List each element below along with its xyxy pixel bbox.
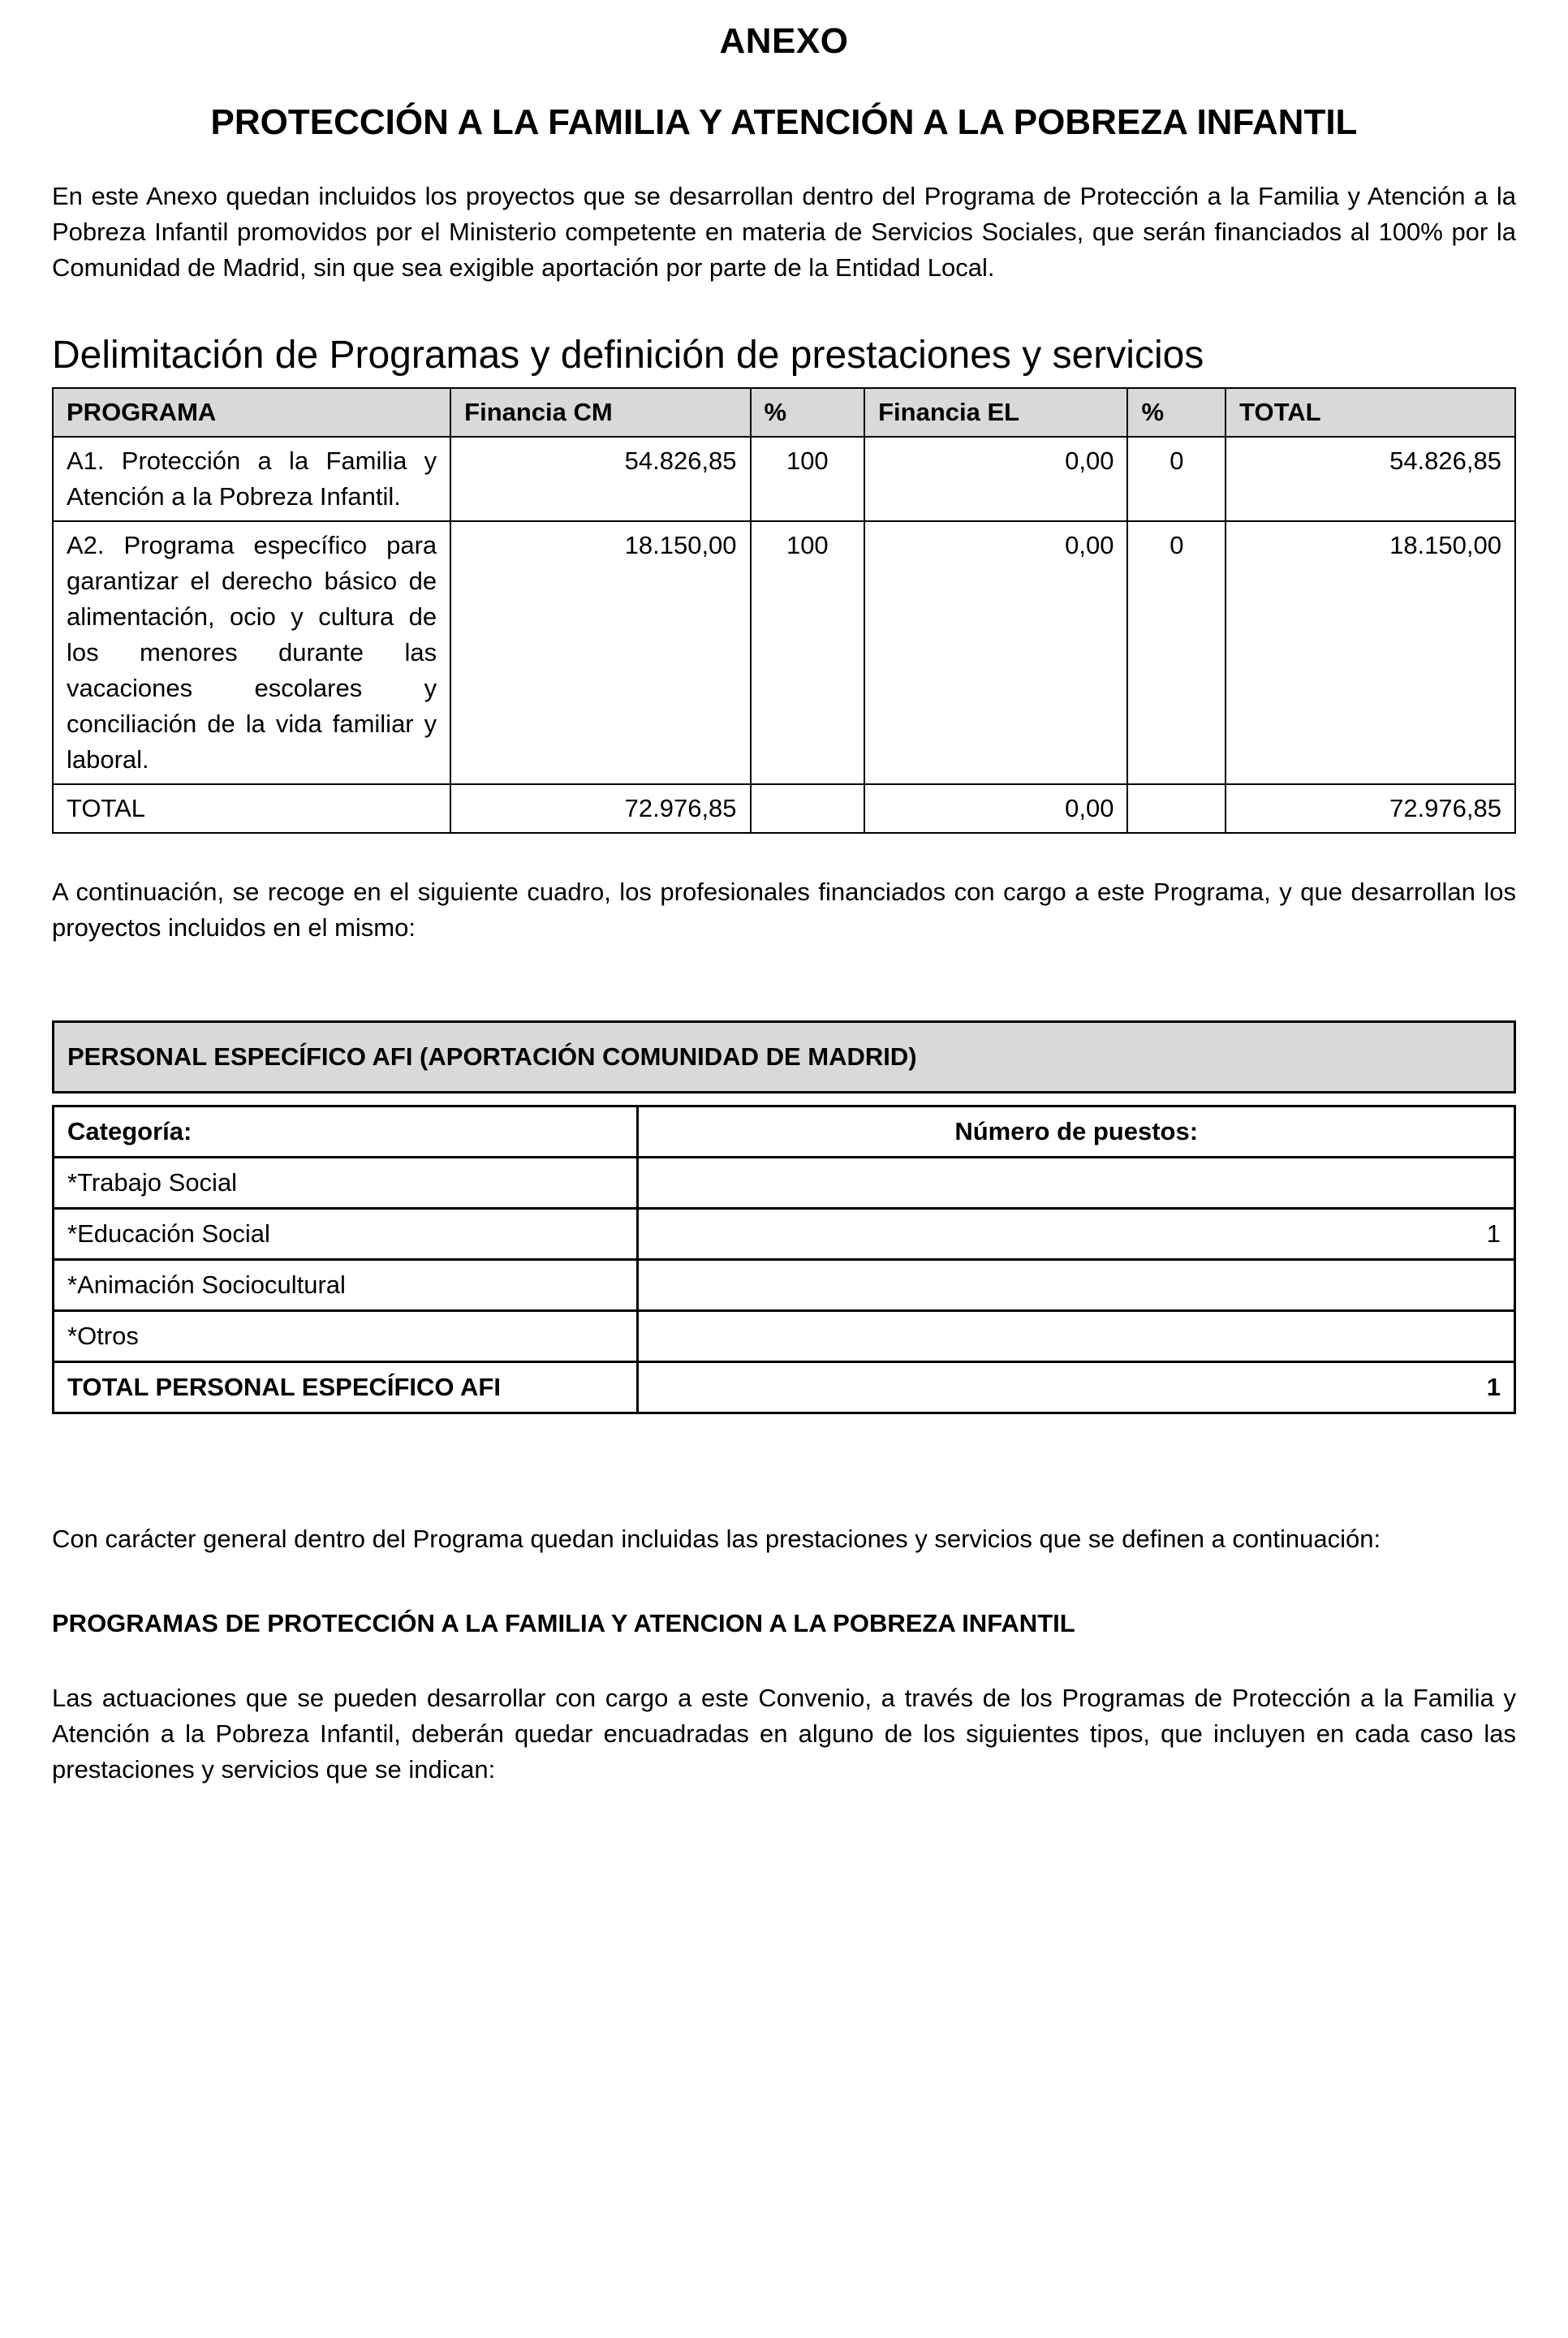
personal-row-total bbox=[54, 1362, 1515, 1413]
cell-pct-cm: 100 bbox=[751, 437, 865, 521]
personal-table-title: PERSONAL ESPECÍFICO AFI (APORTACIÓN COMUNIDAD DE MADRID) bbox=[52, 1020, 1516, 1094]
cell-categoria: *Trabajo Social bbox=[54, 1158, 638, 1209]
cell-categoria: *Educación Social bbox=[54, 1209, 638, 1260]
table-row-a2 bbox=[53, 521, 1515, 784]
personal-table bbox=[52, 1105, 1516, 1414]
personal-table-header-row bbox=[54, 1106, 1515, 1158]
personal-row-educacion-social bbox=[54, 1209, 1515, 1260]
cell-pct-el: 0 bbox=[1127, 521, 1226, 784]
general-paragraph: Con carácter general dentro del Programa quedan incluidas las prestaciones y servicios que se definen a continuación: bbox=[52, 1525, 1381, 1553]
cell-financia-el-total: 0,00 bbox=[864, 784, 1127, 833]
cell-total-puestos: 1 bbox=[638, 1362, 1515, 1413]
personal-row-trabajo-social bbox=[54, 1158, 1515, 1209]
cell-categoria: *Animación Sociocultural bbox=[54, 1260, 638, 1311]
cell-financia-el: 0,00 bbox=[864, 521, 1127, 784]
cell-pct-cm-total bbox=[751, 784, 865, 833]
cell-categoria: *Otros bbox=[54, 1311, 638, 1362]
cell-total-total: 72.976,85 bbox=[1226, 784, 1515, 833]
page-title: ANEXO bbox=[719, 21, 849, 61]
intro-paragraph: En este Anexo quedan incluidos los proyectos que se desarrollan dentro del Programa de Protección a la Familia y Atención a la Pobreza Infantil promovidos por el Ministerio competente en materia de Servicios Sociales, que serán financiados al 100% por la Comunidad de Madrid, sin que sea exigible aportación por parte de la Entidad Local. bbox=[52, 182, 1516, 282]
col-header-pct-el: % bbox=[1127, 388, 1226, 437]
cell-total: 18.150,00 bbox=[1226, 521, 1515, 784]
cell-financia-cm: 54.826,85 bbox=[450, 437, 750, 521]
section-heading: Delimitación de Programas y definición de prestaciones y servicios bbox=[52, 334, 1204, 377]
cell-total-label: TOTAL bbox=[53, 784, 450, 833]
cell-total-label: TOTAL PERSONAL ESPECÍFICO AFI bbox=[54, 1362, 638, 1413]
cell-puestos bbox=[638, 1311, 1515, 1362]
col-header-financia-cm: Financia CM bbox=[450, 388, 750, 437]
col-header-puestos: Número de puestos: bbox=[638, 1106, 1515, 1158]
programs-heading: PROGRAMAS DE PROTECCIÓN A LA FAMILIA Y ATENCION A LA POBREZA INFANTIL bbox=[52, 1609, 1075, 1637]
cell-financia-el: 0,00 bbox=[864, 437, 1127, 521]
cell-puestos bbox=[638, 1158, 1515, 1209]
col-header-categoria: Categoría: bbox=[54, 1106, 638, 1158]
cell-puestos bbox=[638, 1260, 1515, 1311]
cell-financia-cm: 18.150,00 bbox=[450, 521, 750, 784]
programas-table bbox=[52, 387, 1516, 834]
personal-row-animacion-sociocultural bbox=[54, 1260, 1515, 1311]
table-row-a1 bbox=[53, 437, 1515, 521]
cell-pct-el: 0 bbox=[1127, 437, 1226, 521]
col-header-pct-cm: % bbox=[751, 388, 865, 437]
cell-financia-cm-total: 72.976,85 bbox=[450, 784, 750, 833]
cell-pct-cm: 100 bbox=[751, 521, 865, 784]
col-header-total: TOTAL bbox=[1226, 388, 1515, 437]
page-subtitle: PROTECCIÓN A LA FAMILIA Y ATENCIÓN A LA POBREZA INFANTIL bbox=[210, 102, 1358, 142]
personal-row-otros bbox=[54, 1311, 1515, 1362]
closing-paragraph: Las actuaciones que se pueden desarrollar con cargo a este Convenio, a través de los Programas de Protección a la Familia y Atención a la Pobreza Infantil, deberán quedar encuadradas en alguno de los siguientes tipos, que incluyen en cada caso las prestaciones y servicios que se indican: bbox=[52, 1684, 1516, 1784]
cell-programa: A2. Programa específico para garantizar el derecho básico de alimentación, ocio y cultura de los menores durante las vacaciones escolares y conciliación de la vida familiar y laboral. bbox=[53, 521, 450, 784]
col-header-programa: PROGRAMA bbox=[53, 388, 450, 437]
cell-programa: A1. Protección a la Familia y Atención a la Pobreza Infantil. bbox=[53, 437, 450, 521]
after-table-paragraph: A continuación, se recoge en el siguiente cuadro, los profesionales financiados con cargo a este Programa, y que desarrollan los proyectos incluidos en el mismo: bbox=[52, 878, 1516, 942]
cell-pct-el-total bbox=[1127, 784, 1226, 833]
cell-puestos: 1 bbox=[638, 1209, 1515, 1260]
table-row-total bbox=[53, 784, 1515, 833]
programas-table-header-row bbox=[53, 388, 1515, 437]
col-header-financia-el: Financia EL bbox=[864, 388, 1127, 437]
cell-total: 54.826,85 bbox=[1226, 437, 1515, 521]
